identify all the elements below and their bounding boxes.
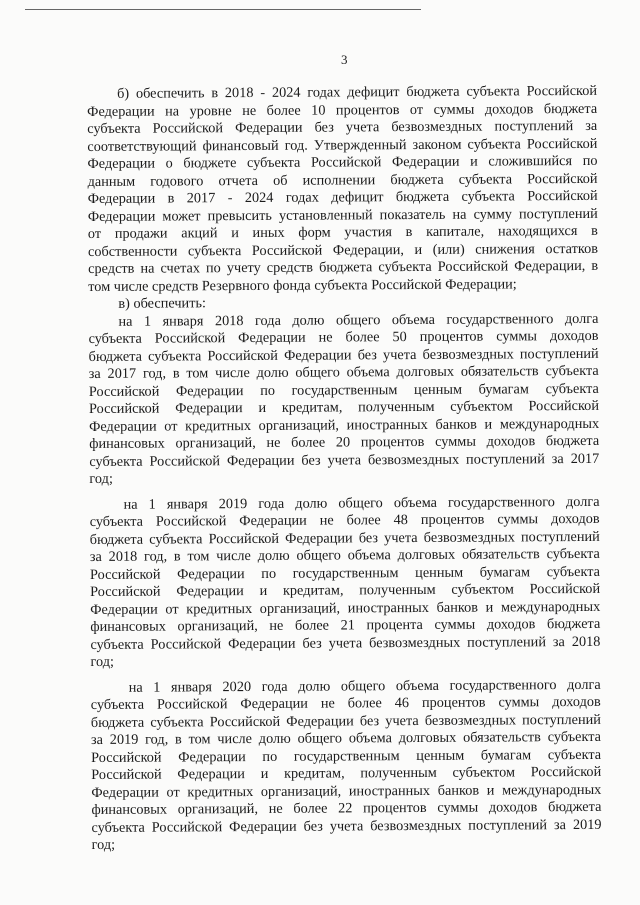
paragraph-line: субъекта Российской Федерации не более 50 процентов суммы доходов <box>88 327 599 347</box>
paragraph-line: субъекта Российской Федерации без учета безвозмездных поступлений за <box>87 117 598 137</box>
paragraph-line: Федерации в 2017 - 2024 годах дефицит бюджета субъекта Российской <box>87 187 598 207</box>
paragraph-line: собственности субъекта Российской Федерации, и (или) снижения остатков <box>87 240 599 260</box>
paragraph-line: Федерации от кредитных организаций, иностранных банков и международных <box>89 415 600 435</box>
paragraph-line: Федерации на уровне не более 10 процентов от суммы доходов бюджета <box>87 100 598 120</box>
paragraph-line: за 2019 год, в том числе долю общего объема долговых обязательств субъекта <box>90 728 602 748</box>
paragraph-line: Федерации о бюджете субъекта Российской Федерации и сложившийся по <box>87 152 598 172</box>
paragraph-line: бюджета субъекта Российской Федерации без учета безвозмездных поступлений <box>89 528 600 548</box>
paragraph-line: субъекта Российской Федерации без учета безвозмездных поступлений за 2018 <box>90 633 601 653</box>
paragraph-line: финансовых организаций, не более 22 процентов суммы доходов бюджета <box>91 798 602 818</box>
paragraph-line: б) обеспечить в 2018 - 2024 годах дефицит бюджета субъекта Российской <box>116 82 598 102</box>
paragraph-line: на 1 января 2018 года долю общего объема государственного долга <box>118 310 599 330</box>
paragraph-line: на 1 января 2020 года долю общего объема государственного долга <box>128 676 601 696</box>
paragraph-line: год; <box>90 653 115 670</box>
paragraph-line: бюджета субъекта Российской Федерации без учета безвозмездных поступлений <box>88 345 599 365</box>
paragraph-line: за 2018 год, в том числе долю общего объема долговых обязательств субъекта <box>89 545 600 565</box>
paragraph-line: Федерации от кредитных организаций, иностранных банков и международных <box>91 781 602 801</box>
paragraph-line: на 1 января 2019 года долю общего объема государственного долга <box>123 493 600 513</box>
paragraph-line: Российской Федерации и кредитам, полученным субъектом Российской <box>90 580 601 600</box>
paragraph-line: год; <box>89 470 113 487</box>
paragraph-line: субъекта Российской Федерации без учета безвозмездных поступлений за 2017 <box>89 450 600 470</box>
page-number: 3 <box>341 52 348 67</box>
paragraph-line: Федерации от кредитных организаций, иностранных банков и международных <box>90 598 601 618</box>
paragraph-line: том числе средств Резервного фонда субъекта Российской Федерации; <box>88 275 517 295</box>
paragraph-line: бюджета субъекта Российской Федерации без учета безвозмездных поступлений <box>90 711 601 731</box>
paragraph-line: Федерации может превысить установленный показатель на сумму поступлений <box>87 205 598 225</box>
paragraph-line: данным годового отчета об исполнении бюджета субъекта Российской <box>87 170 598 190</box>
document-body <box>87 83 602 855</box>
paragraph-line: за 2017 год, в том числе долю общего объема долговых обязательств субъекта <box>88 362 599 382</box>
paragraph-line: финансовых организаций, не более 21 процента суммы доходов бюджета <box>90 615 601 635</box>
paragraph-line: субъекта Российской Федерации не более 48 процентов суммы доходов <box>89 510 600 530</box>
paragraph-line: средств на счетах по учету средств бюджета субъекта Российской Федерации, в <box>88 257 599 277</box>
paragraph-line: Российской Федерации по государственным ценным бумагам субъекта <box>91 746 602 766</box>
paragraph-line: в) обеспечить: <box>118 295 206 312</box>
paragraph-line: Российской Федерации и кредитам, полученным субъектом Российской <box>91 763 602 783</box>
paragraph-line: от продажи акций и иных форм участия в капитале, находящихся в <box>87 222 598 242</box>
paragraph-line: Российской Федерации и кредитам, полученным субъектом Российской <box>88 397 600 417</box>
paragraph-line: Российской Федерации по государственным ценным бумагам субъекта <box>89 563 601 583</box>
paragraph-line: субъекта Российской Федерации без учета безвозмездных поступлений за 2019 <box>91 816 602 836</box>
paragraph-line: финансовых организаций, не более 20 процентов суммы доходов бюджета <box>89 432 600 452</box>
paragraph-line: Российской Федерации по государственным ценным бумагам субъекта <box>88 380 599 400</box>
paragraph-line: год; <box>91 836 116 853</box>
paragraph-line: соответствующий финансовый год. Утвержденный законом субъекта Российской <box>87 135 598 155</box>
top-rule <box>25 9 421 10</box>
paragraph-line: субъекта Российской Федерации не более 46 процентов суммы доходов <box>90 693 601 713</box>
